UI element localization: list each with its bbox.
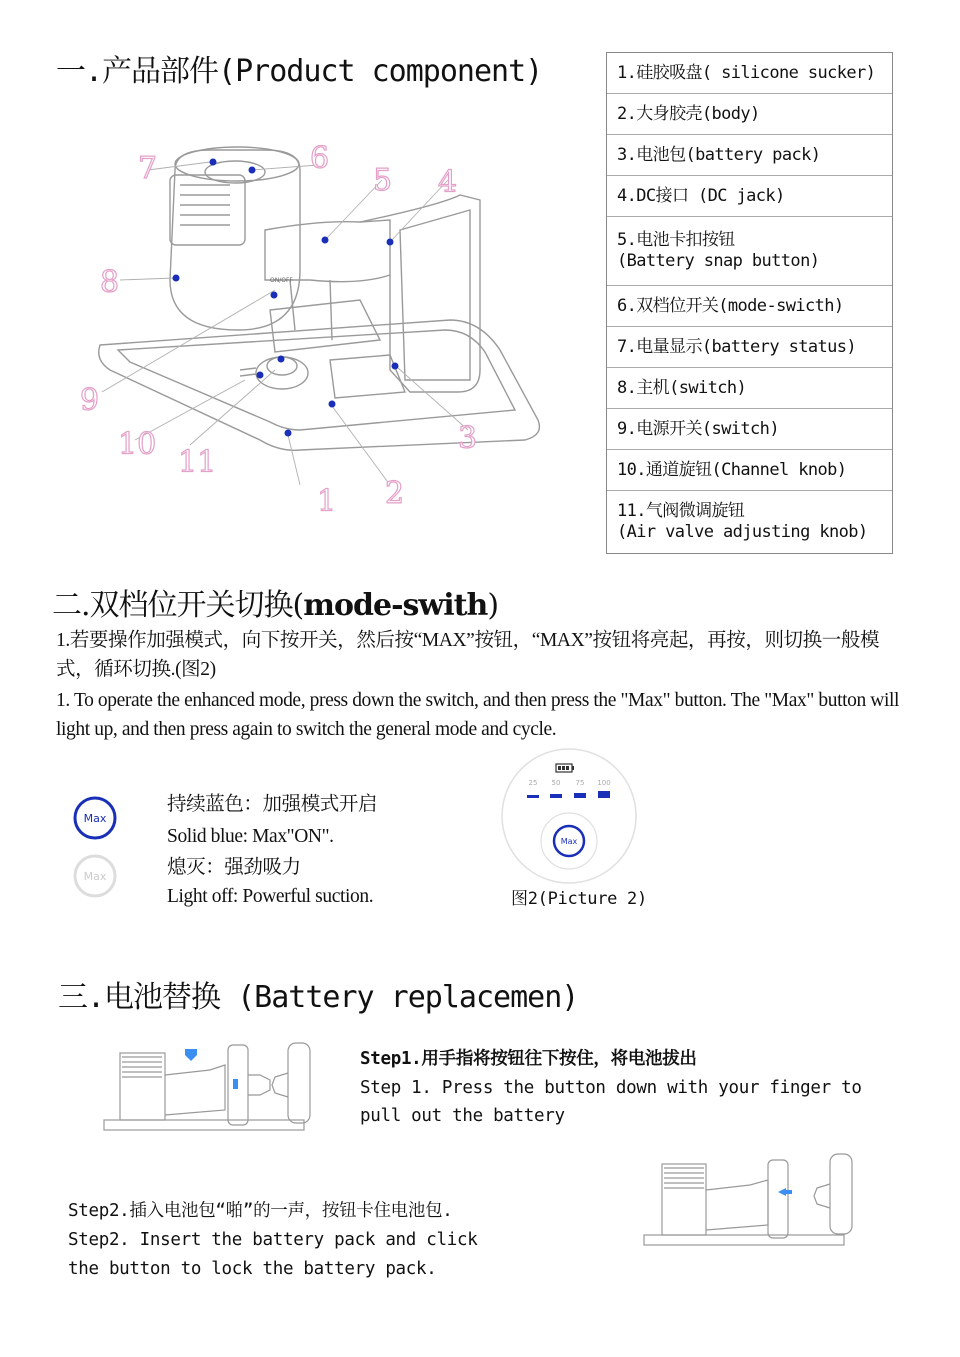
level-bar-25 [527,795,539,798]
level-bar-100 [598,791,610,798]
on-off-label: ON/OFF [270,277,293,284]
level-25: 25 [528,779,538,787]
max-off-icon [72,853,118,899]
picture2-caption: 图2(Picture 2) [511,889,647,909]
svg-text:Max: Max [83,812,107,825]
callout-5: 5 [373,163,393,198]
level-bar-50 [550,794,562,798]
parts-row-7: 7.电量显示(battery status) [607,327,892,368]
callout-6: 6 [310,141,330,176]
section2-paragraph-cn: 1.若要操作加强模式，向下按开关，然后按“MAX”按钮，“MAX”按钮将亮起，再按，则切换一般模式，循环切换.(图2) [56,630,880,680]
section1-title: 一.产品部件(Product component) [56,54,543,89]
step1-cn: Step1.用手指将按钮往下按住，将电池拔出 [360,1049,697,1069]
legend-off-cn: 熄灭：强劲吸力 [167,857,301,878]
parts-row-2: 2.大身胶壳(body) [607,94,892,135]
parts-row-8: 8.主机(switch) [607,368,892,409]
parts-row-5: 5.电池卡扣按钮 (Battery snap button) [607,217,892,286]
product-component-diagram [60,130,605,530]
section2-paragraph-en: 1. To operate the enhanced mode, press down the switch, and then press the "Max" button. The "Max" button will light up, and then press again to switch the general mode and cycle. [56,690,900,740]
level-50: 50 [551,779,561,787]
callout-4: 4 [438,165,458,200]
callout-10: 10 [118,427,157,462]
parts-table [606,52,893,554]
callout-2: 2 [385,476,405,511]
callout-3: 3 [458,421,478,456]
parts-row-9: 9.电源开关(switch) [607,409,892,450]
svg-text:Max: Max [83,870,107,883]
svg-text:Max: Max [560,837,578,846]
parts-row-10: 10.通道旋钮(Channel knob) [607,450,892,491]
section2-title: 二.双档位开关切换(mode-swith) [52,588,499,623]
parts-row-1: 1.硅胶吸盘( silicone sucker) [607,53,892,94]
callout-9: 9 [80,383,100,418]
parts-row-6: 6.双档位开关(mode-swicth) [607,286,892,327]
parts-row-4: 4.DC接口 (DC jack) [607,176,892,217]
legend-on-cn: 持续蓝色：加强模式开启 [167,794,378,815]
step2-cn: Step2.插入电池包“啪”的一声，按钮卡住电池包. [68,1201,453,1221]
max-on-icon [72,795,118,841]
step1-illustration [100,1035,325,1135]
step1-en: Step 1. Press the button down with your finger to pull out the battery [360,1078,862,1126]
section3-title: 三.电池替换 (Battery replacemen) [58,980,579,1015]
picture2-panel [500,748,640,888]
step2-en: Step2. Insert the battery pack and click the button to lock the battery pack. [68,1230,478,1279]
callout-7: 7 [138,151,158,186]
parts-row-3: 3.电池包(battery pack) [607,135,892,176]
legend-on-en: Solid blue: Max"ON". [167,826,334,847]
step2-illustration [640,1150,860,1250]
callout-11: 11 [178,445,217,480]
callout-1: 1 [317,484,337,519]
level-bar-75 [574,793,586,798]
level-75: 75 [575,779,585,787]
parts-row-11: 11.气阀微调旋钮 (Air valve adjusting knob) [617,501,868,542]
level-100: 100 [597,779,611,787]
callout-8: 8 [100,265,120,300]
legend-off-en: Light off: Powerful suction. [167,886,374,907]
